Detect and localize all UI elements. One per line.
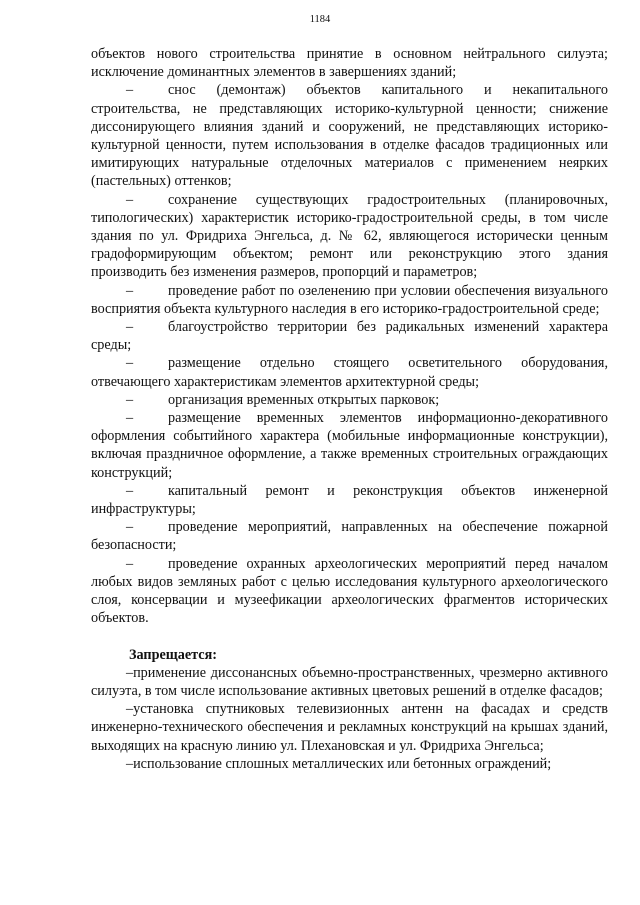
prohibited-list — [91, 664, 608, 773]
dash-bullet: – — [126, 664, 134, 681]
list-item-text: размещение отдельно стоящего осветительного оборудования, отвечающего характеристикам элементов архитектурной среды; — [91, 355, 608, 390]
dash-bullet: – — [126, 701, 134, 718]
list-item-text: снос (демонтаж) объектов капитального и некапитального строительства, не представляющих историко-культурной ценности; снижение диссонирующего влияния зданий и сооружений, не представляющих историко-культурной ценности, путем использования в отделке фасадов традиционных или имитирующих натуральные отделочных материалов с применением неярких (пастельных) оттенков; — [91, 82, 608, 190]
allowed-list — [91, 81, 608, 627]
list-item-text: сохранение существующих градостроительных (планировочных, типологических) характеристик историко-градостроительной среды, в том числе здания по ул. Фридриха Энгельса, д. № 62, являющегося исторически ценным градоформирующим объектом; ремонт или реконструкцию этого здания производить без изменения размеров, пропорций и параметров; — [91, 191, 608, 281]
list-item-text: проведение работ по озеленению при условии обеспечения визуального восприятия объекта культурного наследия в его историко-градостроительной среде; — [91, 282, 608, 317]
dash-bullet: – — [126, 191, 134, 208]
list-item-text: благоустройство территории без радикальных изменений характера среды; — [91, 319, 608, 354]
list-item-text: проведение охранных археологических мероприятий перед началом любых видов земляных работ с целью исследования культурного археологического слоя, консервации и музеефикации археологических фрагментов исторических объектов. — [91, 555, 608, 627]
list-item — [91, 81, 608, 190]
list-item-text: размещение временных элементов информационно-декоративного оформления событийного характера (мобильные информационные конструкции), включая праздничное оформление, а также временных строительных ограждающих конструкций; — [91, 410, 608, 481]
dash-bullet: – — [126, 282, 134, 299]
list-item-text: установка спутниковых телевизионных антенн на фасадах и средств инженерно-технического обеспечения и рекламных конструкций на крышах зданий, выходящих на красную линию ул. Плехановская и ул. Фридриха Энгельса; — [91, 701, 608, 754]
prohibited-heading: Запрещается: — [129, 646, 217, 663]
list-item — [91, 482, 608, 518]
list-item-text: проведение мероприятий, направленных на обеспечение пожарной безопасности; — [91, 519, 608, 554]
dash-bullet: – — [126, 519, 134, 536]
list-item-text: капитальный ремонт и реконструкция объектов инженерной инфраструктуры; — [91, 482, 608, 518]
dash-bullet: – — [126, 82, 134, 99]
dash-bullet: – — [126, 555, 134, 572]
list-item-text: использование сплошных металлических или бетонных ограждений; — [133, 755, 552, 772]
list-item — [91, 664, 608, 700]
list-item-text: применение диссонансных объемно-пространственных, чрезмерно активного силуэта, в том числе использование активных цветовых решений в отделке фасадов; — [91, 664, 608, 699]
list-item — [91, 700, 608, 755]
list-item — [91, 354, 608, 390]
dash-bullet: – — [126, 319, 134, 336]
list-item — [91, 282, 608, 318]
list-item — [91, 391, 608, 409]
dash-bullet: – — [126, 755, 134, 772]
list-item — [91, 518, 608, 554]
intro-paragraph: объектов нового строительства принятие в основном нейтрального силуэта; исключение доминантных элементов в завершениях зданий; — [91, 46, 608, 81]
dash-bullet: – — [126, 482, 134, 499]
list-item — [91, 318, 608, 354]
list-item — [91, 755, 608, 773]
dash-bullet: – — [126, 391, 134, 408]
list-item — [91, 409, 608, 482]
dash-bullet: – — [126, 355, 134, 372]
section-gap — [91, 628, 608, 646]
list-item-text: организация временных открытых парковок; — [168, 391, 440, 408]
page-number: 1184 — [309, 14, 331, 25]
list-item — [91, 191, 608, 282]
list-item — [91, 555, 608, 628]
document-body — [91, 45, 608, 773]
dash-bullet: – — [126, 410, 134, 427]
